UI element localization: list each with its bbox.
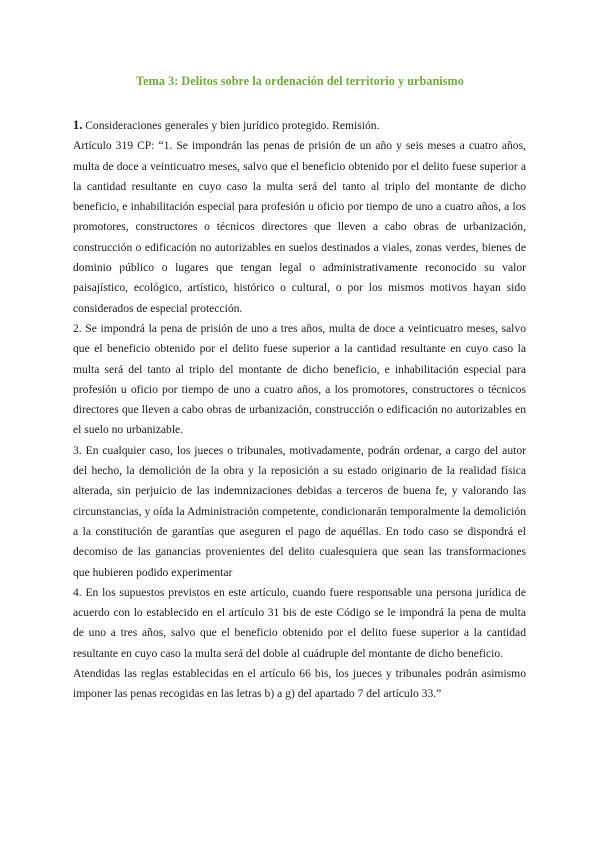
section-heading: [73, 115, 526, 136]
section-number: 1.: [73, 118, 83, 132]
paragraph-article-319-closing: Atendidas las reglas establecidas en el artículo 66 bis, los jueces y tribunales podrán asimismo imponer las penas recogidas en las letras b) a g) del apartado 7 del artículo 33.”: [73, 667, 526, 701]
document-body: [73, 115, 526, 705]
paragraph-article-319-2: 2. Se impondrá la pena de prisión de uno a tres años, multa de doce a veinticuatro meses, salvo que el beneficio obtenido por el delito fuese superior a la cantidad resultante en cuyo caso la multa será del tanto al triplo del montante de dicho beneficio, e inhabilitación especial para profesión u oficio por tiempo de uno a cuatro años, a los promotores, constructores o técnicos directores que lleven a cabo obras de urbanización, construcción o edificación no autorizables en el suelo no urbanizable.: [73, 321, 526, 437]
paragraph-article-319-3: 3. En cualquier caso, los jueces o tribunales, motivadamente, podrán ordenar, a cargo del autor del hecho, la demolición de la obra y la reposición a su estado originario de la realidad física alterada, sin perjuicio de las indemnizaciones debidas a terceros de buena fe, y valorando las circunstancias, y oída la Administración competente, condicionarán temporalmente la demolición a la constitución de garantías que aseguren el pago de aquéllas. En todo caso se dispondrá el decomiso de las ganancias provenientes del delito cualesquiera que sean las transformaciones que hubieren podido experimentar: [73, 443, 526, 579]
section-heading-text: Consideraciones generales y bien jurídico protegido. Remisión.: [82, 119, 380, 132]
paragraph-article-319-1: Artículo 319 CP: “1. Se impondrán las penas de prisión de un año y seis meses a cuatro años, multa de doce a veinticuatro meses, salvo que el beneficio obtenido por el delito fuese superior a la cantidad resultante en cuyo caso la multa será del tanto al triplo del montante de dicho beneficio, e inhabilitación especial para profesión u oficio por tiempo de uno a cuatro años, a los promotores, constructores o técnicos directores que lleven a cabo obras de urbanización, construcción o edificación no autorizables en suelos destinados a viales, zonas verdes, bienes de dominio público o lugares que tengan legal o administrativamente reconocido su valor paisajístico, ecológico, artístico, histórico o cultural, o por los mismos motivos hayan sido considerados de especial protección.: [73, 139, 526, 315]
page-title: Tema 3: Delitos sobre la ordenación del territorio y urbanismo: [136, 74, 464, 88]
paragraph-article-319-4: 4. En los supuestos previstos en este artículo, cuando fuere responsable una persona jurídica de acuerdo con lo establecido en el artículo 31 bis de este Código se le impondrá la pena de multa de uno a tres años, salvo que el beneficio obtenido por el delito fuese superior a la cantidad resultante en cuyo caso la multa será del doble al cuádruple del montante de dicho beneficio.: [73, 585, 526, 660]
